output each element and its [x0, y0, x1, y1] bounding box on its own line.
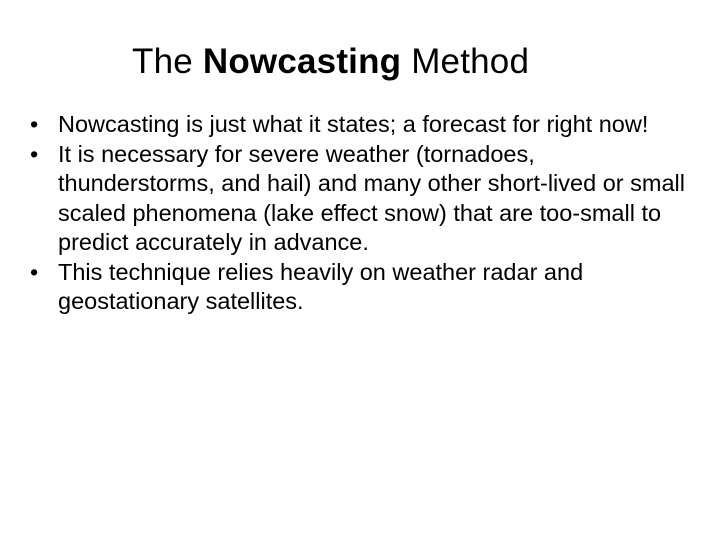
bullet-icon: • — [30, 111, 39, 137]
title-prefix: The — [132, 42, 203, 81]
bullet-icon: • — [30, 140, 39, 167]
bullet-icon: • — [30, 258, 39, 285]
bullet-item — [30, 258, 694, 317]
bullet-text: Nowcasting is just what it states; a forecast for right now! — [58, 111, 649, 137]
bullet-item — [30, 140, 694, 258]
bullet-text: This technique relies heavily on weather radar and geostationary satellites. — [58, 258, 584, 314]
bullet-text: It is necessary for severe weather (tornadoes, thunderstorms, and hail) and many other short-lived or small scaled phenomena (lake effect snow) that are too-small to predict accurately in advance. — [58, 140, 685, 255]
title-emphasis: Nowcasting — [202, 42, 402, 81]
slide-title — [132, 38, 529, 86]
title-suffix: Method — [401, 42, 530, 81]
bullet-list — [30, 110, 694, 317]
bullet-item — [30, 110, 694, 140]
